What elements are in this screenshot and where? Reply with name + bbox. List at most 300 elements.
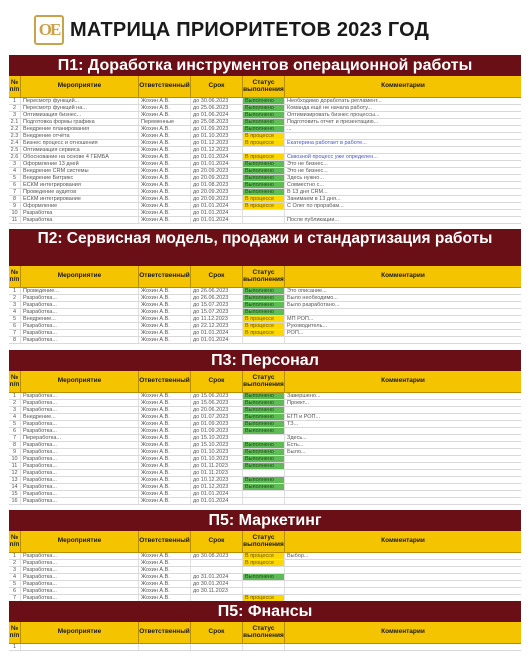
row-comment xyxy=(285,588,521,594)
row-deadline: до 01.01.2024 xyxy=(191,210,243,216)
row-status: В процессе xyxy=(243,140,285,146)
col-status-header: Статус выполнения xyxy=(243,371,285,392)
row-status: Выполнено xyxy=(243,456,285,462)
row-comment: Екатерина работает в работе... xyxy=(287,140,367,146)
row-status xyxy=(243,217,285,223)
row-measure: Внедрение... xyxy=(21,414,139,420)
row-measure: Разработка... xyxy=(21,407,139,413)
row-comment xyxy=(285,428,521,434)
table-row xyxy=(9,196,521,203)
row-number: 4 xyxy=(9,574,21,580)
row-deadline: до 15.06.2023 xyxy=(191,400,243,406)
row-number: 7 xyxy=(9,330,21,336)
col-num-header: № п/п xyxy=(9,76,21,97)
row-status: В процессе xyxy=(243,133,285,139)
row-measure: Разработка... xyxy=(21,421,139,427)
row-responsible: Жохин А.В. xyxy=(139,574,191,580)
row-status xyxy=(243,210,285,216)
row-deadline: до 10.12.2023 xyxy=(191,477,243,483)
section-p5-marketing xyxy=(9,510,521,602)
row-deadline: до 01.08.2023 xyxy=(191,182,243,188)
row-measure: ЕСКМ интегрирование xyxy=(21,196,139,202)
row-number: 2 xyxy=(9,105,21,111)
row-measure: Разработка... xyxy=(21,302,139,308)
row-comment: ЕГП и РОП... xyxy=(287,414,321,420)
row-comment: Было разработано... xyxy=(287,302,340,308)
row-status: Выполнено xyxy=(243,126,285,132)
row-status: Выполнено xyxy=(243,302,285,308)
row-comment xyxy=(285,581,521,587)
table-row xyxy=(9,217,521,224)
col-comments-header: Комментарии xyxy=(381,272,425,280)
row-measure: Оформление xyxy=(21,203,139,209)
row-comment xyxy=(285,456,521,462)
row-number: 2.2 xyxy=(9,126,21,132)
row-number: 5 xyxy=(9,421,21,427)
col-measure-header: Мероприятие xyxy=(21,266,139,287)
row-number: 6 xyxy=(9,588,21,594)
row-responsible: Жохин А.В. xyxy=(139,295,191,301)
row-deadline: до 01.07.2023 xyxy=(191,414,243,420)
col-responsible-header: Ответственный xyxy=(139,76,191,97)
row-number: 15 xyxy=(9,491,21,497)
row-responsible: Жохин А.В. xyxy=(139,217,191,223)
row-deadline: до 01.10.2023 xyxy=(191,449,243,455)
row-status xyxy=(243,588,285,594)
row-responsible: Жохин А.В. xyxy=(139,154,191,160)
table-row xyxy=(9,491,521,498)
row-number: 3 xyxy=(9,161,21,167)
row-status: Выполнено xyxy=(243,484,285,490)
row-number: 1 xyxy=(9,553,21,559)
row-responsible: Жохин А.В. xyxy=(139,210,191,216)
row-responsible: Жохин А.В. xyxy=(139,463,191,469)
col-num-header: № п/п xyxy=(9,531,21,552)
col-measure-header: Мероприятие xyxy=(21,531,139,552)
row-deadline: до 22.12.2023 xyxy=(191,323,243,329)
row-status: Выполнено xyxy=(243,175,285,181)
row-number: 2.6 xyxy=(9,154,21,160)
row-comment: Подготовить отчет и презентацию... xyxy=(287,119,379,125)
col-status-header: Статус выполнения xyxy=(243,76,285,97)
row-status: Выполнено xyxy=(243,309,285,315)
row-responsible: Жохин А.В. xyxy=(139,189,191,195)
row-comment xyxy=(285,309,521,315)
row-status: Выполнено xyxy=(243,288,285,294)
row-status: В процессе xyxy=(243,316,285,322)
row-deadline: до 20.09.2023 xyxy=(191,175,243,181)
row-number: 9 xyxy=(9,203,21,209)
row-number: 2.3 xyxy=(9,133,21,139)
row-measure: Разработка... xyxy=(21,595,139,601)
row-number: 10 xyxy=(9,456,21,462)
row-number: 4 xyxy=(9,309,21,315)
row-responsible: Жохин А.В. xyxy=(139,133,191,139)
row-comment: Проект... xyxy=(287,400,310,406)
row-number: 2 xyxy=(9,295,21,301)
row-comment: РОП... xyxy=(287,330,304,336)
row-measure: Внедрение планирования xyxy=(21,126,139,132)
row-deadline: до 30.06.2023 xyxy=(191,98,243,104)
row-number: 6 xyxy=(9,428,21,434)
row-responsible: Жохин А.В. xyxy=(139,175,191,181)
table-row xyxy=(9,393,521,400)
table-row xyxy=(9,330,521,337)
col-responsible-header: Ответственный xyxy=(139,371,191,392)
table-row xyxy=(9,456,521,463)
row-comment: Завершено... xyxy=(287,393,321,399)
table-header xyxy=(9,622,521,644)
row-measure: Оформление 13 дней xyxy=(21,161,139,167)
row-comment xyxy=(285,574,521,580)
row-number: 4 xyxy=(9,414,21,420)
row-responsible: Жохин А.В. xyxy=(139,98,191,104)
row-status xyxy=(243,337,285,343)
row-measure: Разработка... xyxy=(21,323,139,329)
row-status: Выполнено xyxy=(243,182,285,188)
row-status xyxy=(243,491,285,497)
row-deadline: до 30.08.2023 xyxy=(191,553,243,559)
col-comments-header: Комментарии xyxy=(381,377,425,385)
row-number: 2.4 xyxy=(9,140,21,146)
col-status-header: Статус выполнения xyxy=(243,622,285,643)
row-measure: Проведение аудитов xyxy=(21,189,139,195)
row-responsible: Жохин А.В. xyxy=(139,560,191,566)
table-row xyxy=(9,154,521,161)
table-row xyxy=(9,400,521,407)
row-measure: Оптимизация сервиса xyxy=(21,147,139,153)
row-deadline: до 15.06.2023 xyxy=(191,393,243,399)
row-deadline: до 20.09.2023 xyxy=(191,168,243,174)
row-number: 1 xyxy=(9,393,21,399)
col-measure-header: Мероприятие xyxy=(21,76,139,97)
row-deadline: до 01.01.2024 xyxy=(191,491,243,497)
row-deadline: до 01.01.2024 xyxy=(191,330,243,336)
row-measure: Разработка... xyxy=(21,456,139,462)
row-measure: Разработка... xyxy=(21,295,139,301)
row-status: Выполнено xyxy=(243,295,285,301)
table-row xyxy=(9,407,521,414)
row-measure: Пересмотр функций на... xyxy=(21,105,139,111)
table-row xyxy=(9,112,521,119)
row-deadline: до 26.06.2023 xyxy=(191,295,243,301)
row-responsible: Жохин А.В. xyxy=(139,337,191,343)
page-title: МАТРИЦА ПРИОРИТЕТОВ 2023 ГОД xyxy=(70,19,430,41)
table-row xyxy=(9,105,521,112)
row-number: 10 xyxy=(9,210,21,216)
row-responsible: Жохин А.В. xyxy=(139,302,191,308)
row-status: Выполнено xyxy=(243,407,285,413)
row-number: 3 xyxy=(9,302,21,308)
row-number: 5 xyxy=(9,581,21,587)
row-number: 8 xyxy=(9,337,21,343)
table-row xyxy=(9,435,521,442)
row-responsible: Жохин А.В. xyxy=(139,182,191,188)
row-deadline: до 01.12.2023 xyxy=(191,140,243,146)
row-status: В процессе xyxy=(243,154,285,160)
row-deadline: до 01.10.2023 xyxy=(191,456,243,462)
col-status-header: Статус выполнения xyxy=(243,531,285,552)
row-number: 1 xyxy=(9,98,21,104)
row-responsible: Жохин А.В. xyxy=(139,553,191,559)
row-responsible: Жохин А.В. xyxy=(139,456,191,462)
row-status: В процессе xyxy=(243,196,285,202)
table-row xyxy=(9,98,521,105)
col-responsible-header: Ответственный xyxy=(139,622,191,643)
table-row xyxy=(9,302,521,309)
row-comment xyxy=(285,644,521,650)
row-comment: С Олег по прорабам... xyxy=(287,203,344,209)
row-responsible: Жохин А.В. xyxy=(139,203,191,209)
row-status: Выполнено xyxy=(243,414,285,420)
table-row xyxy=(9,484,521,491)
table-row xyxy=(9,133,521,140)
table-row xyxy=(9,470,521,477)
row-measure: Бизнес процесс и отношения xyxy=(21,140,139,146)
row-measure: Переработка... xyxy=(21,435,139,441)
row-responsible: Жохин А.В. xyxy=(139,393,191,399)
row-deadline: до 01.12.2023 xyxy=(191,484,243,490)
row-measure: Разработка... xyxy=(21,553,139,559)
row-deadline: до 01.01.2024 xyxy=(191,337,243,343)
table-row xyxy=(9,442,521,449)
table-row xyxy=(9,553,521,560)
row-responsible: Жохин А.В. xyxy=(139,161,191,167)
row-responsible: Жохин А.В. xyxy=(139,421,191,427)
row-responsible: Жохин А.В. xyxy=(139,567,191,573)
row-status: Выполнено xyxy=(243,393,285,399)
table-row xyxy=(9,126,521,133)
table-row xyxy=(9,175,521,182)
row-responsible: Жохин А.В. xyxy=(139,140,191,146)
row-status xyxy=(243,644,285,650)
row-responsible: Жохин А.В. xyxy=(139,407,191,413)
row-measure: Обоснование на основе 4 ГЕМБА xyxy=(21,154,139,160)
table-row xyxy=(9,203,521,210)
row-deadline: до 11.12.2023 xyxy=(191,316,243,322)
row-measure: Разработка... xyxy=(21,442,139,448)
row-responsible: Жохин А.В. xyxy=(139,435,191,441)
table-header xyxy=(9,76,521,98)
row-status: В процессе xyxy=(243,595,285,601)
row-responsible: Жохин А.В. xyxy=(139,449,191,455)
row-comment xyxy=(285,407,521,413)
row-comment: Было необходимо... xyxy=(287,295,338,301)
row-deadline: до 01.09.2023 xyxy=(191,428,243,434)
row-deadline: до 01.01.2024 xyxy=(191,498,243,504)
table-body xyxy=(9,553,521,602)
row-status: Выполнено xyxy=(243,161,285,167)
row-deadline: до 15.10.2023 xyxy=(191,435,243,441)
table-row xyxy=(9,161,521,168)
row-measure xyxy=(21,644,139,650)
table-row xyxy=(9,140,521,147)
row-responsible: Жохин А.В. xyxy=(139,428,191,434)
row-comment xyxy=(285,560,521,566)
row-status: Выполнено xyxy=(243,428,285,434)
row-number: 9 xyxy=(9,449,21,455)
table-row xyxy=(9,449,521,456)
row-deadline: до 01.10.2023 xyxy=(191,133,243,139)
row-responsible: Жохин А.В. xyxy=(139,477,191,483)
row-number: 16 xyxy=(9,498,21,504)
row-number: 8 xyxy=(9,196,21,202)
row-responsible: Жохин А.В. xyxy=(139,414,191,420)
row-status: Выполнено xyxy=(243,168,285,174)
row-measure: Разработка... xyxy=(21,309,139,315)
row-number: 7 xyxy=(9,595,21,601)
company-logo: ОЕ xyxy=(34,15,64,45)
row-number: 6 xyxy=(9,323,21,329)
row-status xyxy=(243,567,285,573)
col-deadline-header: Срок xyxy=(191,76,243,97)
row-comment: Есть... xyxy=(287,442,304,448)
row-measure: Разработка... xyxy=(21,400,139,406)
row-comment: Это не бизнес... xyxy=(287,161,328,167)
row-comment: МП РОП... xyxy=(287,316,314,322)
row-number: 4 xyxy=(9,168,21,174)
section-p5-finance xyxy=(9,601,521,651)
row-status: Выполнено xyxy=(243,119,285,125)
col-num-header: № п/п xyxy=(9,371,21,392)
row-comment: Здесь нужно... xyxy=(287,175,324,181)
row-comment xyxy=(285,498,521,504)
row-measure: Внедрение CRM системы xyxy=(21,168,139,174)
row-deadline: до 15.10.2023 xyxy=(191,442,243,448)
row-deadline: до 01.11.2023 xyxy=(191,463,243,469)
section-title: П5: Маркетинг xyxy=(9,510,521,531)
row-comment xyxy=(285,470,521,476)
row-number: 14 xyxy=(9,484,21,490)
row-deadline: до 01.01.2024 xyxy=(191,217,243,223)
row-measure: Разработка... xyxy=(21,330,139,336)
row-measure: Внедрение отчёта xyxy=(21,133,139,139)
row-responsible: Жохин А.В. xyxy=(139,442,191,448)
section-p2 xyxy=(9,229,521,344)
table-row xyxy=(9,189,521,196)
row-comment: После публикации... xyxy=(287,217,339,223)
row-measure: Разработка... xyxy=(21,463,139,469)
row-responsible: Жохин А.В. xyxy=(139,595,191,601)
row-comment xyxy=(285,567,521,573)
row-number: 7 xyxy=(9,189,21,195)
table-row xyxy=(9,498,521,505)
row-measure: Подготовка формы графика xyxy=(21,119,139,125)
table-row xyxy=(9,477,521,484)
table-body xyxy=(9,644,521,651)
table-row xyxy=(9,119,521,126)
row-responsible: Переменные xyxy=(139,119,191,125)
row-responsible: Жохин А.В. xyxy=(139,581,191,587)
row-deadline: до 01.11.2023 xyxy=(191,470,243,476)
table-row xyxy=(9,210,521,217)
row-measure: Разработка... xyxy=(21,560,139,566)
row-responsible: Жохин А.В. xyxy=(139,112,191,118)
row-number: 13 xyxy=(9,477,21,483)
row-measure: Оптимизация бизнес... xyxy=(21,112,139,118)
row-comment xyxy=(285,484,521,490)
col-num-header: № п/п xyxy=(9,622,21,643)
row-deadline: до 01.06.2024 xyxy=(191,112,243,118)
table-row xyxy=(9,168,521,175)
row-deadline: до 01.12.2023 xyxy=(191,147,243,153)
row-deadline xyxy=(191,567,243,573)
row-responsible: Жохин А.В. xyxy=(139,309,191,315)
row-status: Выполнено xyxy=(243,574,285,580)
row-number: 1 xyxy=(9,288,21,294)
row-deadline: до 20.06.2023 xyxy=(191,407,243,413)
row-deadline: до 30.11.2023 xyxy=(191,588,243,594)
row-status xyxy=(243,581,285,587)
row-status: Выполнено xyxy=(243,449,285,455)
row-responsible: Жохин А.В. xyxy=(139,491,191,497)
row-deadline: до 15.07.2023 xyxy=(191,309,243,315)
row-deadline: до 25.06.2023 xyxy=(191,105,243,111)
row-number: 3 xyxy=(9,407,21,413)
table-row xyxy=(9,428,521,435)
row-responsible: Жохин А.В. xyxy=(139,288,191,294)
col-responsible-header: Ответственный xyxy=(139,531,191,552)
row-deadline: до 01.01.2024 xyxy=(191,203,243,209)
row-comment: В 13 дня CRM... xyxy=(287,189,328,195)
row-comment: ... xyxy=(287,126,292,132)
row-responsible: Жохин А.В. xyxy=(139,196,191,202)
row-comment: Это не бизнес... xyxy=(287,168,328,174)
row-deadline xyxy=(191,560,243,566)
table-row xyxy=(9,567,521,574)
row-number: 6 xyxy=(9,182,21,188)
row-comment: Здесь... xyxy=(287,435,307,441)
col-responsible-header: Ответственный xyxy=(139,266,191,287)
row-number: 3 xyxy=(9,112,21,118)
section-title: П1: Доработка инструментов операционной работы xyxy=(9,55,521,76)
row-measure: Разработка... xyxy=(21,477,139,483)
row-measure: Разработка... xyxy=(21,428,139,434)
row-status: Выполнено xyxy=(243,189,285,195)
table-row xyxy=(9,421,521,428)
table-row xyxy=(9,644,521,651)
row-deadline: до 01.09.2023 xyxy=(191,126,243,132)
row-responsible: Жохин А.В. xyxy=(139,330,191,336)
row-measure: Разработка xyxy=(21,217,139,223)
row-comment: Необходимо доработать регламент... xyxy=(287,98,382,104)
row-status: Выполнено xyxy=(243,421,285,427)
row-comment xyxy=(285,133,521,139)
row-deadline: до 15.07.2023 xyxy=(191,302,243,308)
row-number: 2.5 xyxy=(9,147,21,153)
col-deadline-header: Срок xyxy=(191,622,243,643)
row-status: В процессе xyxy=(243,330,285,336)
row-measure: Разработка... xyxy=(21,498,139,504)
row-measure: Внедрение Битрикс xyxy=(21,175,139,181)
col-measure-header: Мероприятие xyxy=(21,371,139,392)
row-comment xyxy=(285,337,521,343)
table-row xyxy=(9,147,521,154)
row-measure: Разработка... xyxy=(21,567,139,573)
table-row xyxy=(9,182,521,189)
table-header xyxy=(9,531,521,553)
row-comment: Команда ещё не начала работу... xyxy=(287,105,372,111)
row-deadline: до 31.01.2024 xyxy=(191,574,243,580)
row-measure: Разработка... xyxy=(21,574,139,580)
row-number: 11 xyxy=(9,217,21,223)
table-header xyxy=(9,371,521,393)
table-row xyxy=(9,316,521,323)
row-status: Выполнено xyxy=(243,477,285,483)
row-status: Выполнено xyxy=(243,400,285,406)
row-responsible: Жохин А.В. xyxy=(139,470,191,476)
row-measure: Разработка... xyxy=(21,588,139,594)
